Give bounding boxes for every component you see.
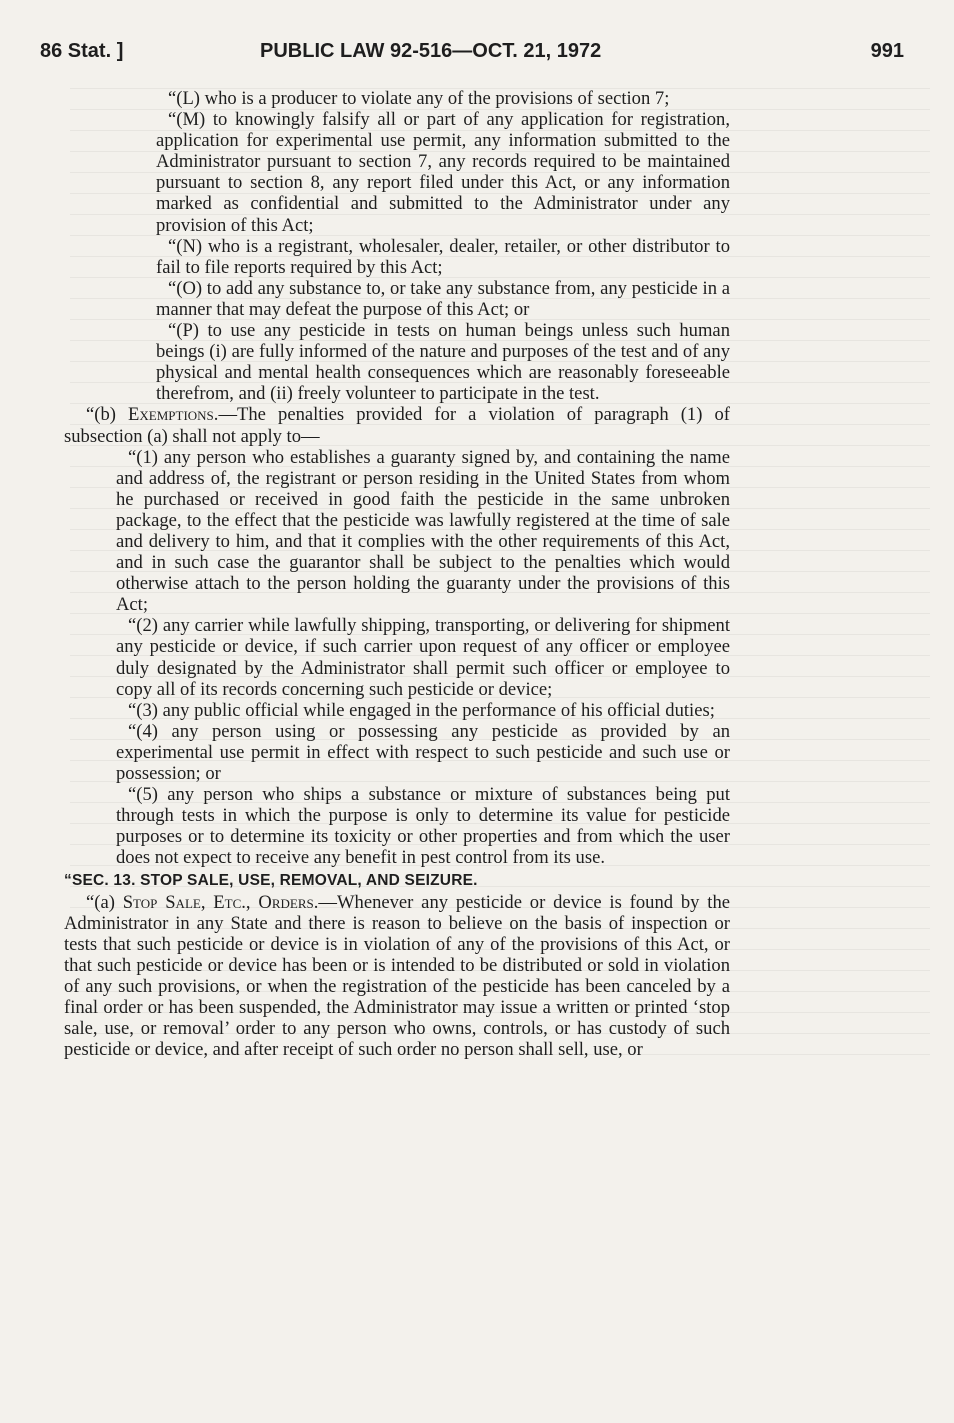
subsection-b-lead: “(b) <box>86 404 116 426</box>
exemption-4: “(4) any person using or possessing any pesticide as provided by an experimental use permit in effect with respect to such pesticide and such use or possession; or <box>116 720 730 784</box>
clause-m: “(M) to knowingly falsify all or part of any application for registration, application for experimental use permit, any information submitted to the Administrator pursuant to section 7, any records required to be maintained pursuant to section 8, any report filed under this Act, or any information marked as confidential and submitted to the Administrator under any provision of this Act; <box>156 109 730 236</box>
subsection-b <box>64 404 730 446</box>
subsection-b-text: —The penalties provided for a violation of paragraph (1) of subsection (a) shall not apply to— <box>64 404 730 447</box>
body-text <box>64 88 730 1060</box>
clause-p: “(P) to use any pesticide in tests on human beings unless such human beings (i) are fully informed of the nature and purposes of the test and of any physical and mental health consequences which are reasonably foreseeable therefrom, and (ii) freely volunteer to participate in the test. <box>156 320 730 405</box>
exemption-5: “(5) any person who ships a substance or mixture of substances being put through tests in which the purpose is only to determine its value for pesticide purposes or to determine its toxicity or other properties and from which the user does not expect to receive any benefit in pest control from its use. <box>116 784 730 869</box>
clause-n: “(N) who is a registrant, wholesaler, dealer, retailer, or other distributor to fail to file reports required by this Act; <box>156 235 730 278</box>
section-13-a-text: —Whenever any pesticide or device is found by the Administrator in any State and there is reason to believe on the basis of inspection or tests that such pesticide or device is in violation of any of the provisions of this Act, or that such pesticide or device has been or is intended to be distributed or sold in violation of any such provisions, or when the registration of the pesticide has been canceled by a final order or has been suspended, the Administrator may issue a written or printed ‘stop sale, use, or removal’ order to any person who owns, controls, or has custody of such pesticide or device, and after receipt of such order no person shall sell, use, or <box>64 891 730 1061</box>
running-header <box>40 36 904 66</box>
clause-l: “(L) who is a producer to violate any of the provisions of section 7; <box>168 88 670 109</box>
section-13-a <box>64 892 730 1061</box>
section-13-a-heading: Stop Sale, Etc., Orders. <box>122 891 319 913</box>
section-13-heading: “SEC. 13. STOP SALE, USE, REMOVAL, AND SEIZURE. <box>64 872 478 890</box>
section-13-a-lead: “(a) <box>86 891 115 913</box>
clause-o: “(O) to add any substance to, or take any substance from, any pesticide in a manner that may defeat the purpose of this Act; or <box>156 277 730 320</box>
exemption-2: “(2) any carrier while lawfully shipping, transporting, or delivering for shipment any pesticide or device, if such carrier upon request of any officer or employee duly designated by the Administrator shall permit such officer or employee to copy all of its records concerning such pesticide or device; <box>116 615 730 700</box>
page-number: 991 <box>870 40 904 62</box>
header-statute-ref: 86 Stat. ] <box>40 40 124 62</box>
exemption-3: “(3) any public official while engaged in the performance of his official duties; <box>128 699 715 721</box>
header-law-title: PUBLIC LAW 92-516—OCT. 21, 1972 <box>260 40 602 62</box>
exemption-1: “(1) any person who establishes a guaranty signed by, and containing the name and address of, the registrant or person residing in the United States from whom he purchased or received in good faith the pesticide in the same unbroken package, to the effect that the pesticide was lawfully registered at the time of sale and delivery to him, and that it complies with the other requirements of this Act, and in such case the guarantor shall be subject to the penalties which would otherwise attach to the person holding the guaranty under the provisions of this Act; <box>116 446 730 616</box>
subsection-b-heading: Exemptions. <box>128 404 219 426</box>
